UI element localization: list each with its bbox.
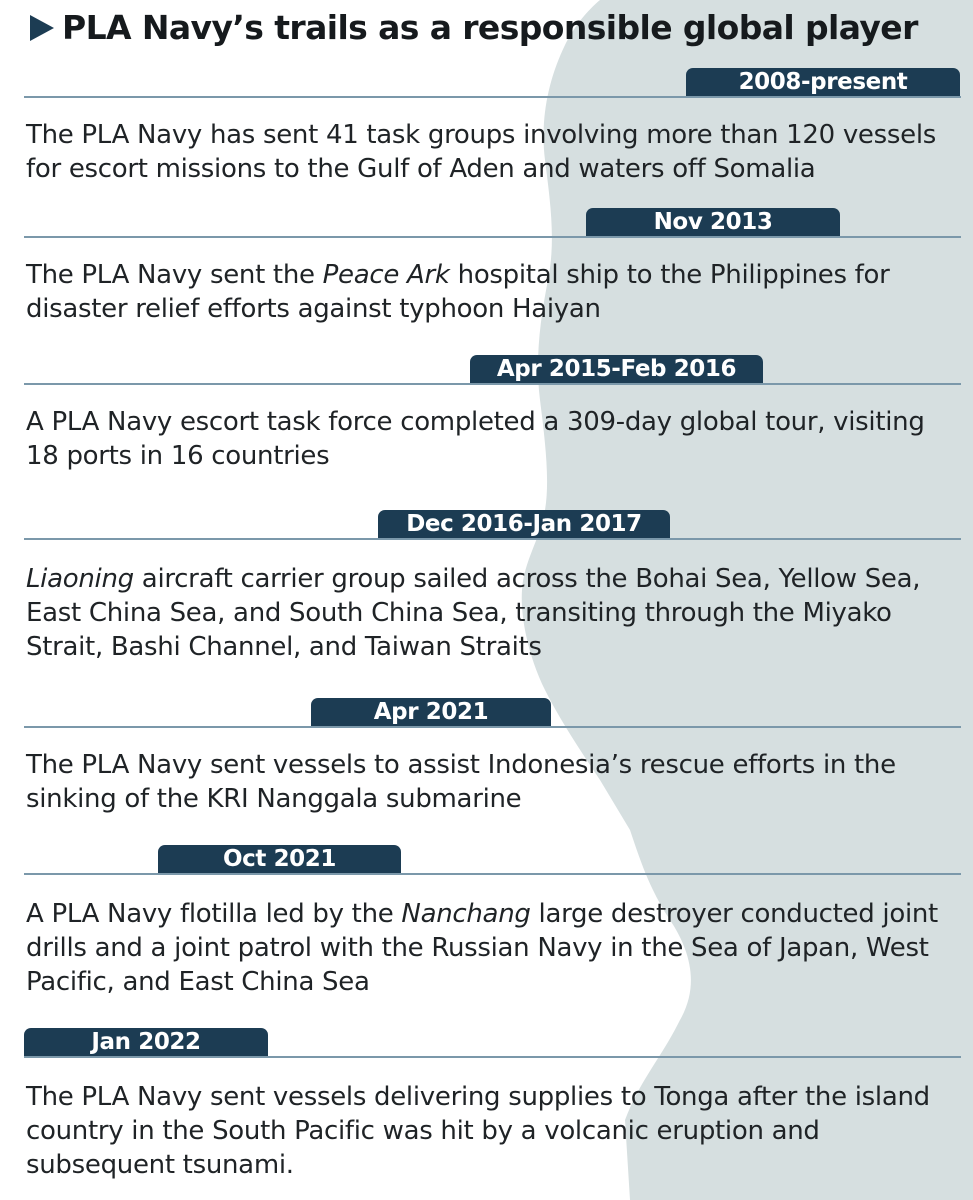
entry-description: The PLA Navy sent the Peace Ark hospital ship to the Philippines for disaster relief efforts against typhoon Haiyan [26,260,890,324]
divider-line [24,1056,961,1058]
divider-line [24,726,961,728]
date-tab: Apr 2021 [311,698,551,726]
right-triangle-icon [30,15,54,41]
divider-line [24,96,961,98]
entry-description: Liaoning aircraft carrier group sailed across the Bohai Sea, Yellow Sea, East China Sea, and South China Sea, transiting through the Miyako Strait, Bashi Channel, and Taiwan Straits [26,564,921,662]
date-tab: Apr 2015-Feb 2016 [470,355,763,383]
divider-line [24,383,961,385]
date-tab: Nov 2013 [586,208,840,236]
entry-description: A PLA Navy flotilla led by the Nanchang large destroyer conducted joint drills and a joint patrol with the Russian Navy in the Sea of Japan, West Pacific, and East China Sea [26,899,938,997]
date-tab: Dec 2016-Jan 2017 [378,510,670,538]
entry-description: The PLA Navy sent vessels to assist Indonesia’s rescue efforts in the sinking of the KRI Nanggala submarine [26,750,896,814]
divider-line [24,873,961,875]
page-title: PLA Navy’s trails as a responsible global player [62,8,918,47]
entry-description: The PLA Navy sent vessels delivering supplies to Tonga after the island country in the South Pacific was hit by a volcanic eruption and subsequent tsunami. [26,1082,930,1180]
divider-line [24,236,961,238]
header [30,8,918,47]
date-tab: Jan 2022 [24,1028,268,1056]
date-tab: 2008-present [686,68,960,96]
divider-line [24,538,961,540]
date-tab: Oct 2021 [158,845,401,873]
entry-description: A PLA Navy escort task force completed a 309-day global tour, visiting 18 ports in 16 countries [26,407,925,471]
entry-description: The PLA Navy has sent 41 task groups involving more than 120 vessels for escort missions to the Gulf of Aden and waters off Somalia [26,120,936,184]
